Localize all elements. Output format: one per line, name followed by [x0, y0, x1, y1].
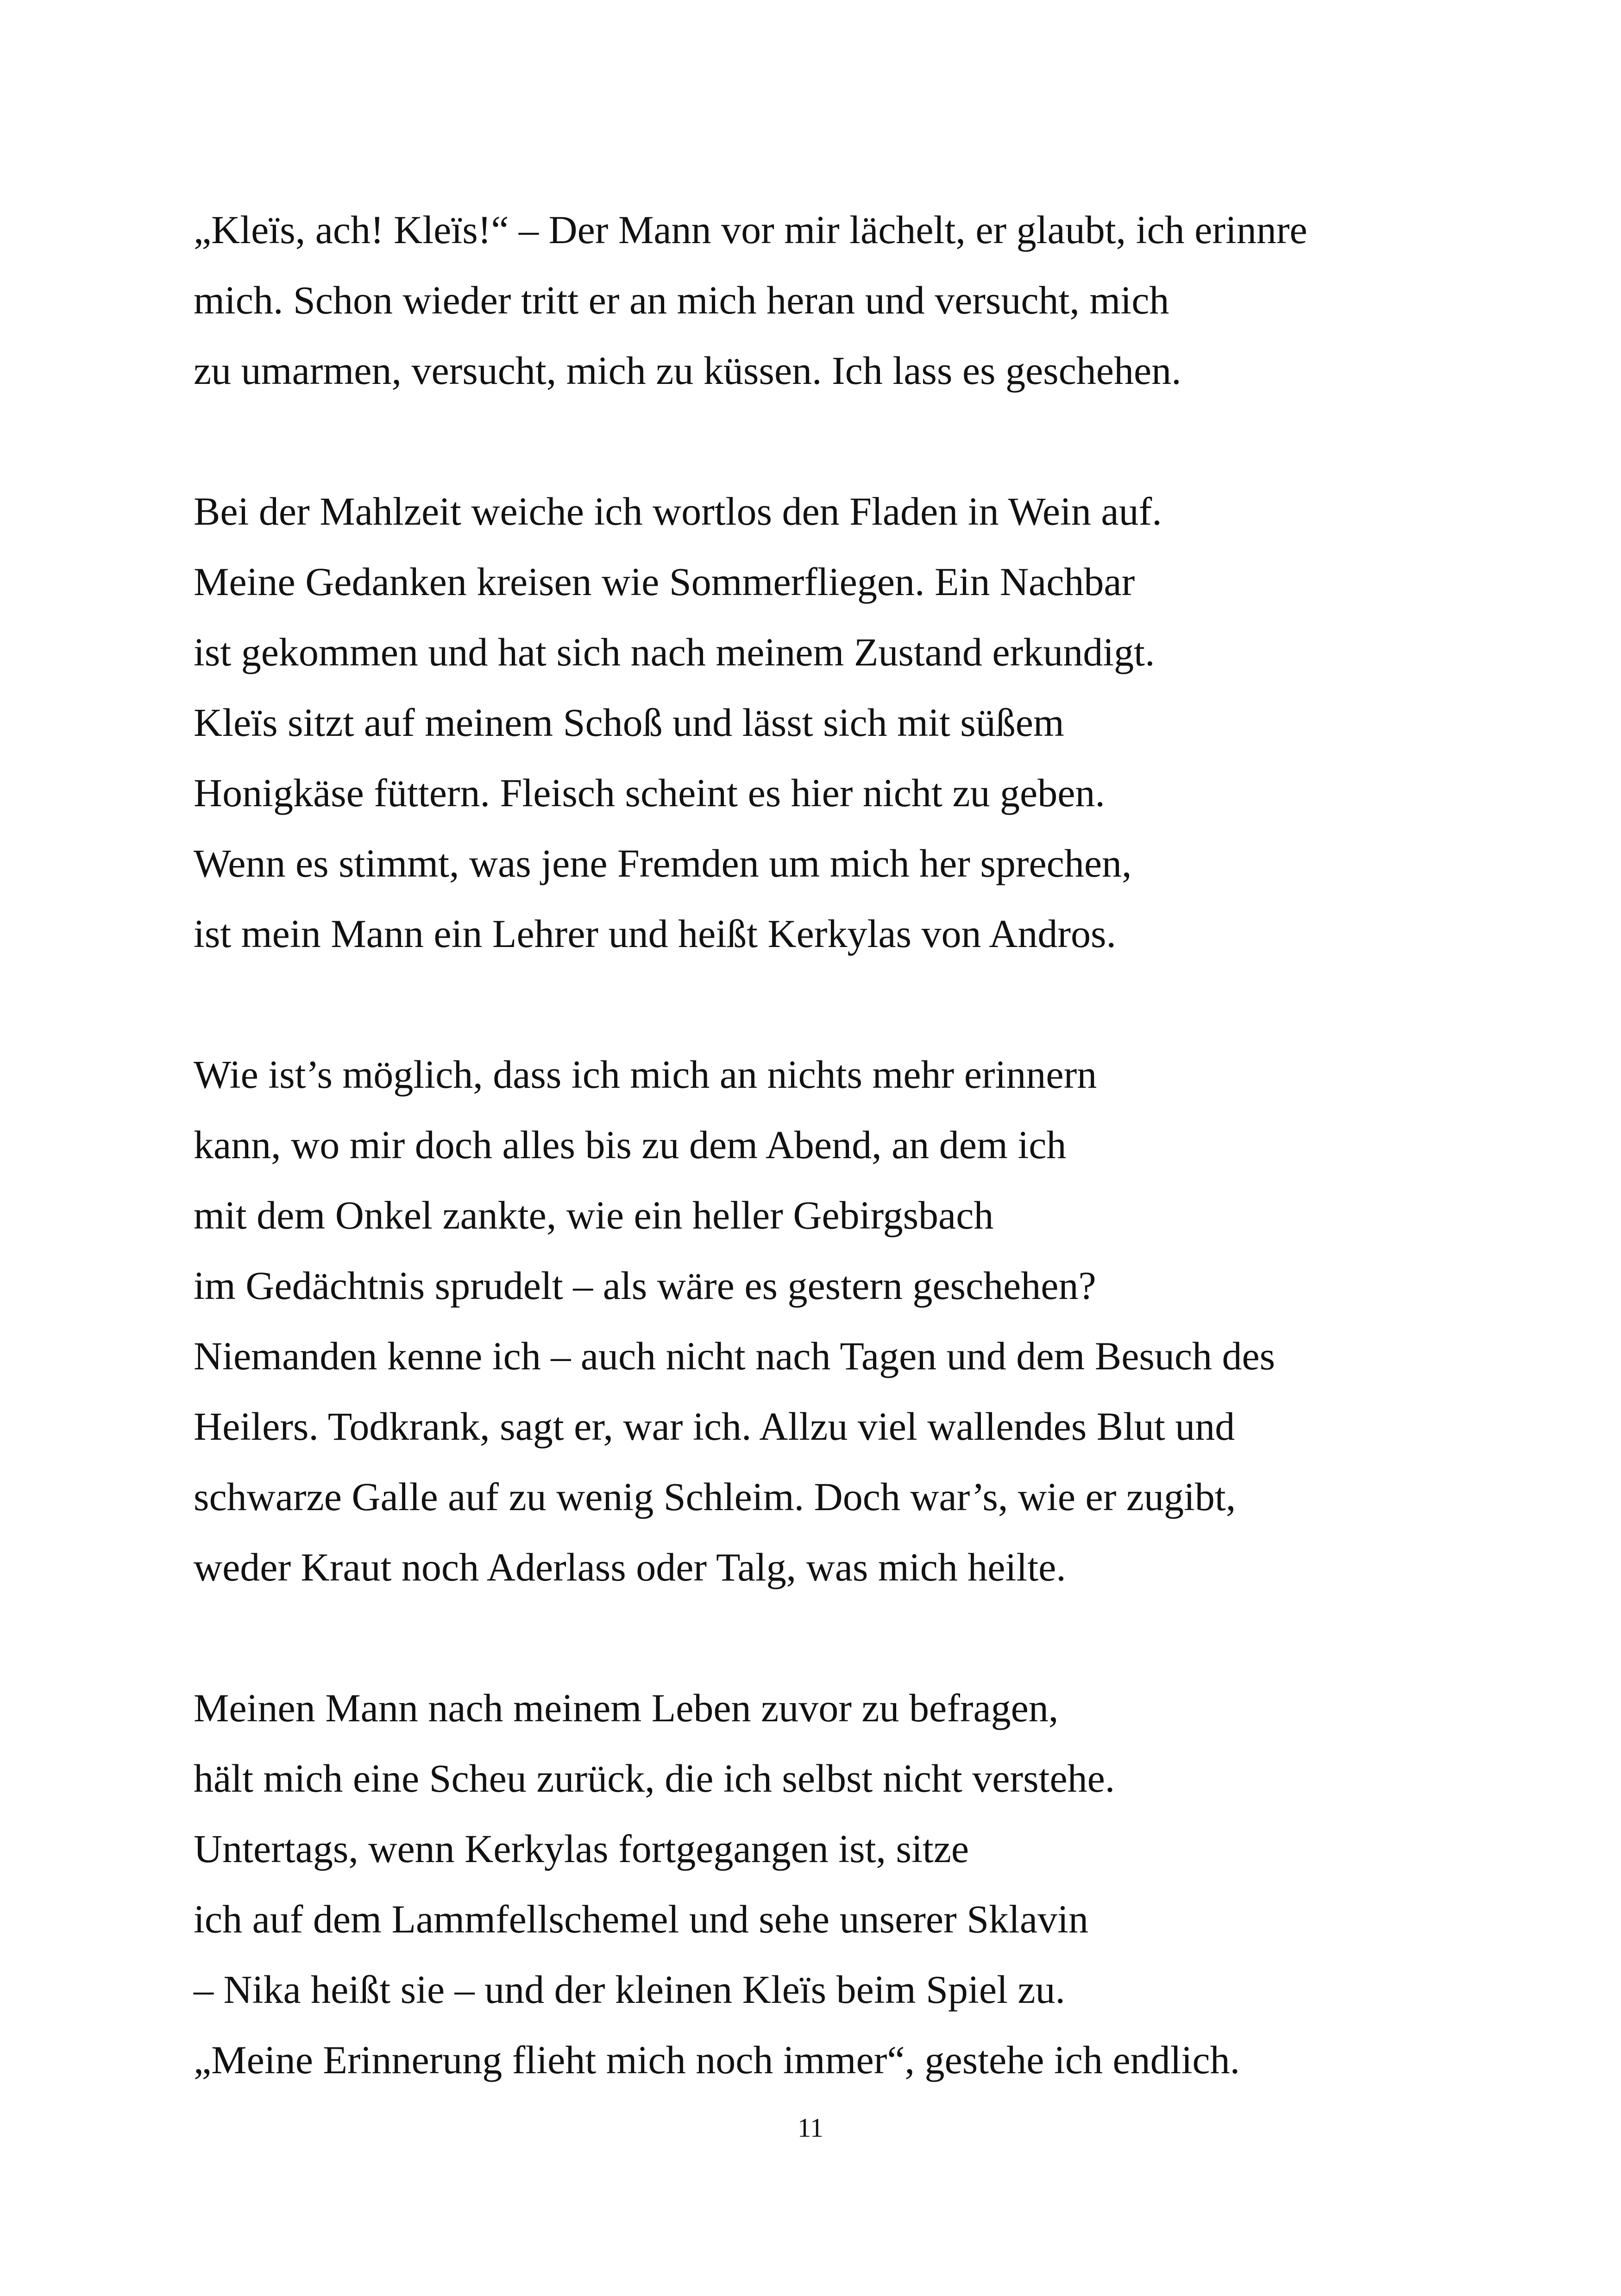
stanza-2	[194, 476, 1444, 969]
stanza-3	[194, 1039, 1444, 1602]
text-line: Bei der Mahlzeit weiche ich wortlos den Fladen in Wein auf.	[194, 489, 1162, 533]
text-line: ist mein Mann ein Lehrer und heißt Kerkylas von Andros.	[194, 911, 1116, 956]
text-line: Meine Gedanken kreisen wie Sommerfliegen. Ein Nachbar	[194, 559, 1135, 604]
body-text	[194, 194, 1444, 2165]
page-number: 11	[798, 2113, 823, 2143]
text-line: schwarze Galle auf zu wenig Schleim. Doch war’s, wie er zugibt,	[194, 1474, 1236, 1519]
text-line: hält mich eine Scheu zurück, die ich selbst nicht verstehe.	[194, 1756, 1115, 1800]
text-line: Heilers. Todkrank, sagt er, war ich. Allzu viel wallendes Blut und	[194, 1404, 1235, 1449]
text-line: „Meine Erinnerung flieht mich noch immer“, gestehe ich endlich.	[194, 2038, 1240, 2082]
text-line: zu umarmen, versucht, mich zu küssen. Ich lass es geschehen.	[194, 348, 1181, 393]
text-line: kann, wo mir doch alles bis zu dem Abend, an dem ich	[194, 1123, 1067, 1167]
text-line: Honigkäse füttern. Fleisch scheint es hier nicht zu geben.	[194, 771, 1105, 815]
text-line: Wie ist’s möglich, dass ich mich an nichts mehr erinnern	[194, 1052, 1097, 1097]
text-line: weder Kraut noch Aderlass oder Talg, was mich heilte.	[194, 1545, 1066, 1589]
text-line: Niemanden kenne ich – auch nicht nach Tagen und dem Besuch des	[194, 1334, 1275, 1378]
stanza-4	[194, 1673, 1444, 2095]
text-line: ist gekommen und hat sich nach meinem Zustand erkundigt.	[194, 630, 1155, 674]
text-line: – Nika heißt sie – und der kleinen Kleïs beim Spiel zu.	[194, 1967, 1066, 2012]
text-line: ich auf dem Lammfellschemel und sehe unserer Sklavin	[194, 1897, 1088, 1941]
text-line: Wenn es stimmt, was jene Fremden um mich her sprechen,	[194, 841, 1132, 885]
text-line: Meinen Mann nach meinem Leben zuvor zu befragen,	[194, 1686, 1059, 1730]
stanza-1	[194, 194, 1444, 406]
text-line: Untertags, wenn Kerkylas fortgegangen ist, sitze	[194, 1826, 969, 1871]
text-line: im Gedächtnis sprudelt – als wäre es gestern geschehen?	[194, 1263, 1096, 1308]
text-line: mit dem Onkel zankte, wie ein heller Gebirgsbach	[194, 1193, 994, 1237]
text-line: Kleïs sitzt auf meinem Schoß und lässt sich mit süßem	[194, 700, 1064, 745]
text-line: „Kleïs, ach! Kleïs!“ – Der Mann vor mir lächelt, er glaubt, ich erinnre	[194, 207, 1307, 252]
text-line: mich. Schon wieder tritt er an mich heran und versucht, mich	[194, 278, 1169, 322]
